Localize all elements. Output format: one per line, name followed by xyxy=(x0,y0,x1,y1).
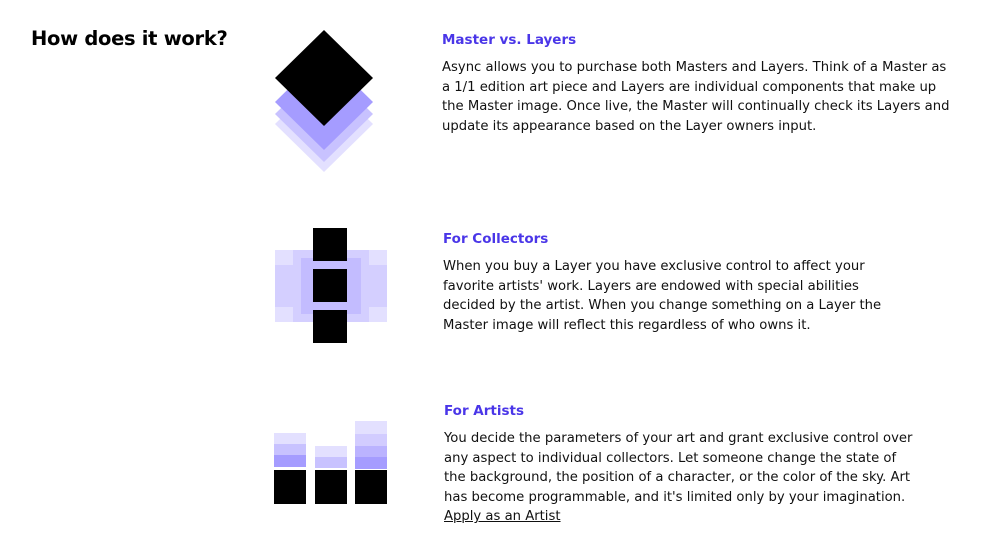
info-block-master-vs-layers xyxy=(442,32,952,136)
block-body xyxy=(444,429,914,527)
stacked-diamonds-icon xyxy=(274,28,376,173)
block-heading: For Artists xyxy=(444,403,525,419)
section-title: How does it work? xyxy=(31,27,228,50)
col3-base xyxy=(355,470,387,504)
col3-layer-4 xyxy=(355,457,387,469)
block-body: When you buy a Layer you have exclusive control to affect your favorite artists' work. Layers are endowed with special abilities decided by the artist. When you change something on a Layer the Master image will reflect this regardless of who owns it. xyxy=(443,259,882,333)
block-body: Async allows you to purchase both Masters and Layers. Think of a Master as a 1/1 edition art piece and Layers are individual components that make up the Master image. Once live, the Master will continually check its Layers and update its appearance based on the Layer owners input. xyxy=(442,60,950,134)
info-block-artists xyxy=(444,403,914,527)
bar-columns-icon xyxy=(274,420,389,506)
info-block-collectors xyxy=(443,231,893,335)
col2-base xyxy=(315,470,347,504)
apply-as-artist-link[interactable]: Apply as an Artist xyxy=(444,509,561,525)
col1-layer-2 xyxy=(274,444,306,455)
col3-layer-1 xyxy=(355,421,387,434)
block-body-text: You decide the parameters of your art and grant exclusive control over any aspect to individual collectors. Let someone change the state of the background, the position of a character, or the color of the sky. Art has become programmable, and it's limited only by your imagination. xyxy=(444,431,913,505)
black-square-top xyxy=(313,228,347,261)
col1-layer-1 xyxy=(274,433,306,444)
layered-squares-icon xyxy=(273,228,389,346)
black-square-bottom xyxy=(313,310,347,343)
black-square-middle xyxy=(313,269,347,302)
col2-layer-1 xyxy=(315,446,347,457)
block-heading: Master vs. Layers xyxy=(442,32,577,48)
col2-layer-2 xyxy=(315,457,347,468)
block-heading: For Collectors xyxy=(443,231,549,247)
col1-base xyxy=(274,470,306,504)
col1-layer-3 xyxy=(274,455,306,467)
col3-layer-2 xyxy=(355,434,387,446)
col3-layer-3 xyxy=(355,446,387,457)
